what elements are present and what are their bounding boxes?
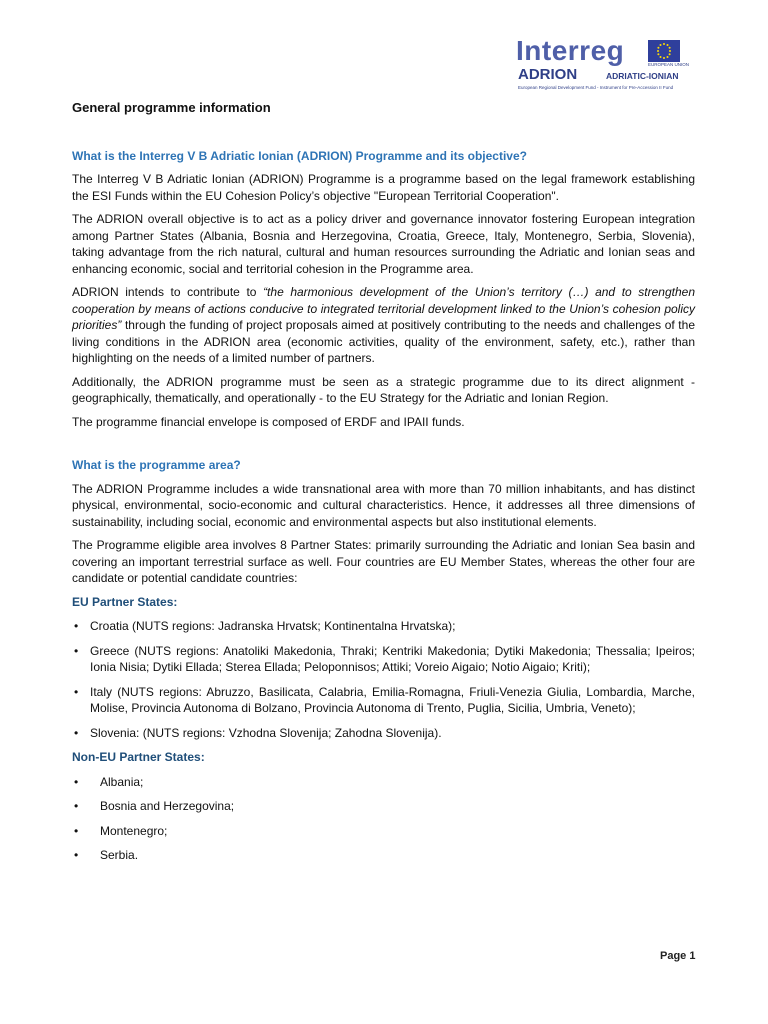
list-item (72, 774, 695, 791)
list-item-text: Albania; (100, 774, 144, 789)
bullet-icon: • (74, 848, 79, 862)
document-title: General programme information (72, 100, 271, 115)
list-item-text: Croatia (NUTS regions: Jadranska Hrvatsk; Kontinentalna Hrvatska); (90, 619, 456, 633)
paragraph: The ADRION overall objective is to act as a policy driver and governance innovator fostering European integration among Partner States (Albania, Bosnia and Herzegovina, Croatia, Greece, Italy, Montenegro, Serbia, Slovenia), taking advantage from the rich natural, cultural and human resources surrounding the Adriatic and Ionian seas and enhancing economic, social and territorial cohesion in the Programme area. (72, 212, 695, 276)
eu-flag-icon (648, 40, 680, 62)
bullet-icon: • (74, 774, 79, 789)
bullet-icon: • (74, 619, 79, 633)
list-item-text: Serbia. (100, 848, 139, 862)
list-item (72, 798, 695, 815)
bullet-icon: • (74, 823, 79, 838)
spacer (72, 437, 695, 457)
non-eu-partner-states-list (72, 774, 695, 864)
interreg-adrion-logo (516, 35, 690, 94)
bullet-icon: • (74, 643, 79, 658)
logo-region: ADRIATIC-IONIAN (606, 71, 679, 81)
logo-program: ADRION (518, 66, 578, 83)
list-item (72, 725, 695, 742)
logo-tagline: European Regional Development Fund - Instrument for Pre-Accession II Fund (518, 85, 674, 90)
paragraph-rest: through the funding of project proposals aimed at positively contributing to the needs and challenges of the living conditions in the ADRION area (economic activities, quality of the environment, safety, etc.), rather than highlighting on the needs of a limited number of partners. (72, 318, 695, 365)
section-heading-area: What is the programme area? (72, 458, 241, 472)
paragraph: Additionally, the ADRION programme must be seen as a strategic programme due to its direct alignment - geographically, thematically, and operationally - to the EU Strategy for the Adriatic and Ionian Region. (72, 374, 695, 405)
bullet-icon: • (74, 799, 79, 813)
paragraph-intro: ADRION intends to contribute to (72, 285, 264, 299)
list-item (72, 823, 695, 840)
paragraph-quote: “the harmonious development of the Union’s territory (…) and to strengthen cooperation by means of actions conducive to integrated territorial development linked to the Union’s cohesion policy priorities” (72, 285, 695, 332)
paragraph: The Programme eligible area involves 8 Partner States: primarily surrounding the Adriatic and Ionian Sea basin and covering an important terrestrial surface as well. Four countries are EU Member States, whereas the other four are candidate or potential candidate countries: (72, 538, 695, 585)
list-item-text: Slovenia: (NUTS regions: Vzhodna Slovenija; Zahodna Slovenija). (90, 725, 442, 740)
eu-partner-states-list (72, 618, 695, 741)
paragraph: The programme financial envelope is composed of ERDF and IPAII funds. (72, 414, 465, 429)
eu-label: EUROPEAN UNION (648, 62, 690, 67)
logo-title: Interreg (516, 35, 625, 66)
page-number: Page 1 (660, 950, 696, 962)
list-item (72, 847, 695, 864)
list-item (72, 618, 695, 635)
list-item-text: Bosnia and Herzegovina; (100, 799, 235, 813)
document-body (72, 100, 695, 872)
list-item-text: Montenegro; (100, 823, 168, 838)
paragraph: The ADRION Programme includes a wide transnational area with more than 70 million inhabitants, and has distinct physical, environmental, socio-economic and cultural characteristics. Hence, it addresses all three dimensions of sustainability, including social, economic and environmental aspects but also institutional elements. (72, 481, 695, 529)
section-heading-objective: What is the Interreg V B Adriatic Ionian (ADRION) Programme and its objective? (72, 148, 527, 163)
paragraph: The Interreg V B Adriatic Ionian (ADRION) Programme is a programme based on the legal framework establishing the ESI Funds within the EU Cohesion Policy’s objective "European Territorial Cooperation". (72, 172, 695, 203)
non-eu-partner-states-heading: Non-EU Partner States: (72, 750, 205, 764)
list-item (72, 643, 695, 676)
bullet-icon: • (74, 684, 79, 699)
bullet-icon: • (74, 725, 79, 740)
eu-partner-states-heading: EU Partner States: (72, 594, 178, 609)
list-item-text: Italy (NUTS regions: Abruzzo, Basilicata, Calabria, Emilia-Romagna, Friuli-Venezia Giulia, Lombardia, Marche, Molise, Provincia Autonoma di Bolzano, Provincia Autonoma di Trento, Puglia, Sicilia, Umbria, Veneto); (90, 684, 695, 715)
paragraph (72, 284, 695, 367)
list-item-text: Greece (NUTS regions: Anatoliki Makedonia, Thraki; Kentriki Makedonia; Dytiki Makedonia; Thessalia; Ipeiros; Ionia Nisia; Dytiki Ellada; Sterea Ellada; Peloponnisos; Attiki; Voreio Aigaio; Notio Aigaio; Kriti); (90, 643, 695, 674)
list-item (72, 684, 695, 717)
